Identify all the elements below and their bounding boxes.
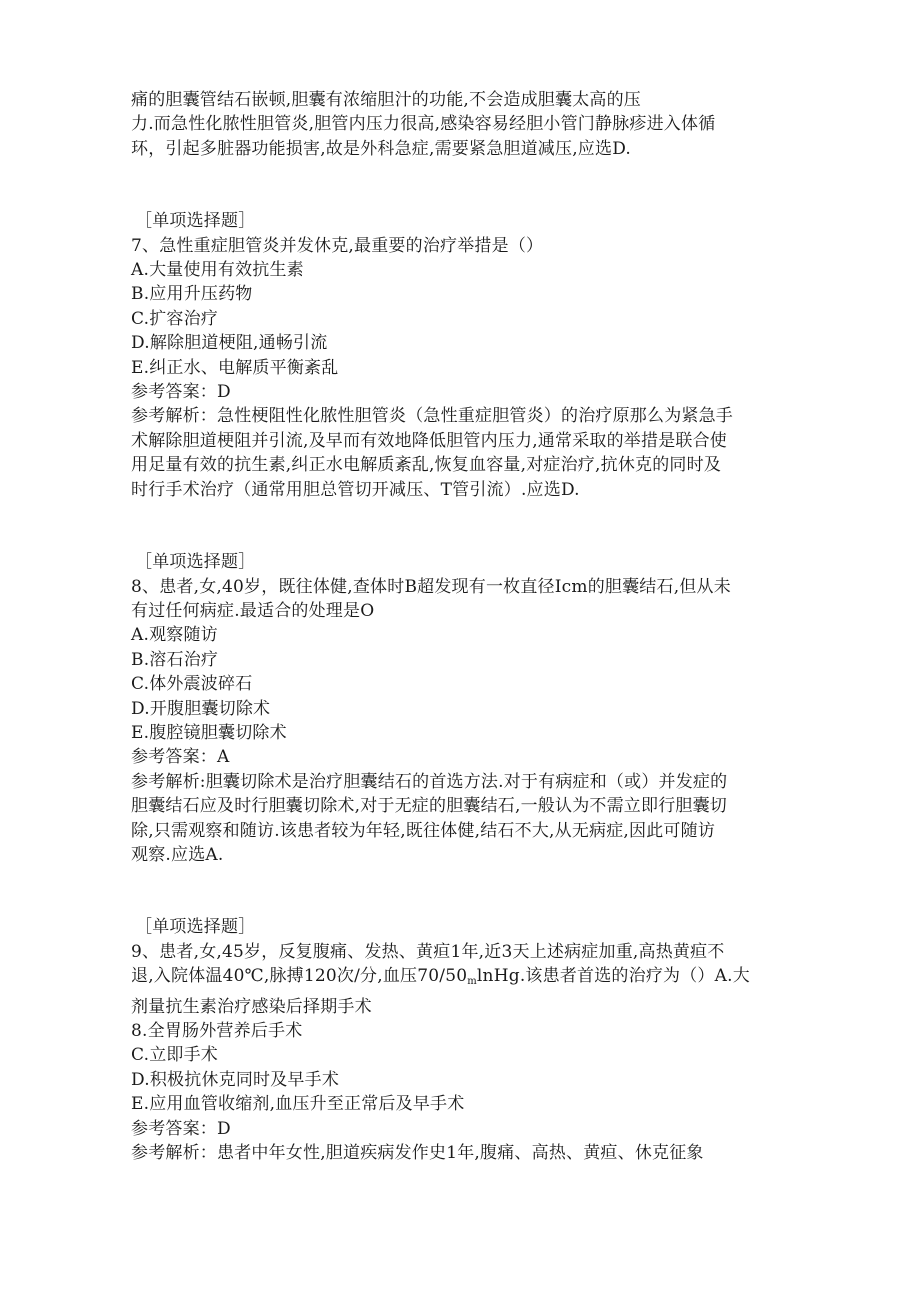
intro-analysis-continuation (131, 88, 791, 161)
question-9 (131, 915, 791, 1165)
option-d: D.开腹胆囊切除术 (131, 698, 271, 719)
reference-answer: 参考答案：A (131, 747, 230, 768)
question-stem: 7、急性重症胆管炎并发休克,最重要的治疗举措是（） (131, 235, 544, 256)
text-line: 痛的胆囊管结石嵌顿,胆囊有浓缩胆汁的功能,不会造成胆囊太高的压 (131, 90, 642, 110)
analysis-line: 观察.应选A. (131, 844, 224, 865)
question-7 (131, 209, 791, 502)
analysis-line: 参考解析：患者中年女性,胆道疾病发作史1年,腹痛、高热、黄疸、休克征象 (131, 1143, 704, 1164)
question-stem: 有过任何病症.最适合的处理是O (131, 600, 375, 621)
analysis-line: 胆囊结石应及时行胆囊切除术,对于无症的胆囊结石,一般认为不需立即行胆囊切 (131, 796, 728, 817)
option-c: C.扩容治疗 (131, 308, 219, 329)
question-stem: 8、患者,女,40岁，既往体健,查体时B超发现有一枚直径Icm的胆囊结石,但从未 (131, 576, 731, 597)
question-type-label: ［单项选择题］ (135, 917, 256, 938)
option-d: D.解除胆道梗阻,通畅引流 (131, 333, 328, 354)
option-e: E.应用血管收缩剂,血压升至正常后及早手术 (131, 1094, 465, 1115)
option-b: B.溶石治疗 (131, 649, 219, 670)
analysis-line: 除,只需观察和随访.该患者较为年轻,既往体健,结石不大,从无病症,因此可随访 (131, 820, 716, 841)
analysis-line: 用足量有效的抗生素,纠正水电解质紊乱,恢复血容量,对症治疗,抗休克的同时及 (131, 455, 722, 476)
option-e: E.纠正水、电解质平衡紊乱 (131, 357, 339, 378)
analysis-line: 参考解析：急性梗阻性化脓性胆管炎（急性重症胆管炎）的治疗原那么为紧急手 (131, 406, 733, 427)
question-type-label: ［单项选择题］ (135, 211, 256, 232)
option-c: C.体外震波碎石 (131, 674, 253, 695)
option-a: A.大量使用有效抗生素 (131, 260, 304, 281)
text-line: 环，引起多脏器功能损害,故是外科急症,需要紧急胆道减压,应选D. (131, 138, 632, 159)
option-c: C.立即手术 (131, 1045, 219, 1066)
stem-text: 退,入院体温40℃,脉搏120次/分,血压70/50 (131, 966, 468, 987)
analysis-line: 时行手术治疗（通常用胆总管切开减压、T管引流）.应选D. (131, 479, 580, 500)
question-type-label: ［单项选择题］ (135, 552, 256, 573)
stem-text: lnHg.该患者首选的治疗为（）A.大 (476, 966, 750, 987)
option-b: B.应用升压药物 (131, 284, 253, 305)
reference-answer: 参考答案：D (131, 1118, 231, 1139)
question-8 (131, 550, 791, 867)
option-e: E.腹腔镜胆囊切除术 (131, 722, 287, 743)
question-stem: 剂量抗生素治疗感染后择期手术 (131, 996, 372, 1017)
option-d: D.积极抗休克同时及早手术 (131, 1069, 340, 1090)
question-stem (131, 964, 791, 994)
option-b: 8.全胃肠外营养后手术 (131, 1021, 303, 1041)
option-a: A.观察随访 (131, 625, 218, 646)
unit-subscript: m (467, 976, 477, 988)
reference-answer: 参考答案：D (131, 382, 231, 403)
document-page (131, 88, 791, 1165)
question-stem: 9、患者,女,45岁，反复腹痛、发热、黄疸1年,近3天上述病症加重,高热黄疸不 (131, 941, 725, 962)
analysis-line: 术解除胆道梗阻并引流,及早而有效地降低胆管内压力,通常采取的举措是联合使 (131, 430, 728, 451)
analysis-line: 参考解析:胆囊切除术是治疗胆囊结石的首选方法.对于有病症和（或）并发症的 (131, 771, 728, 792)
text-line: 力.而急性化脓性胆管炎,胆管内压力很高,感染容易经胆小管门静脉疹进入体循 (131, 114, 716, 135)
